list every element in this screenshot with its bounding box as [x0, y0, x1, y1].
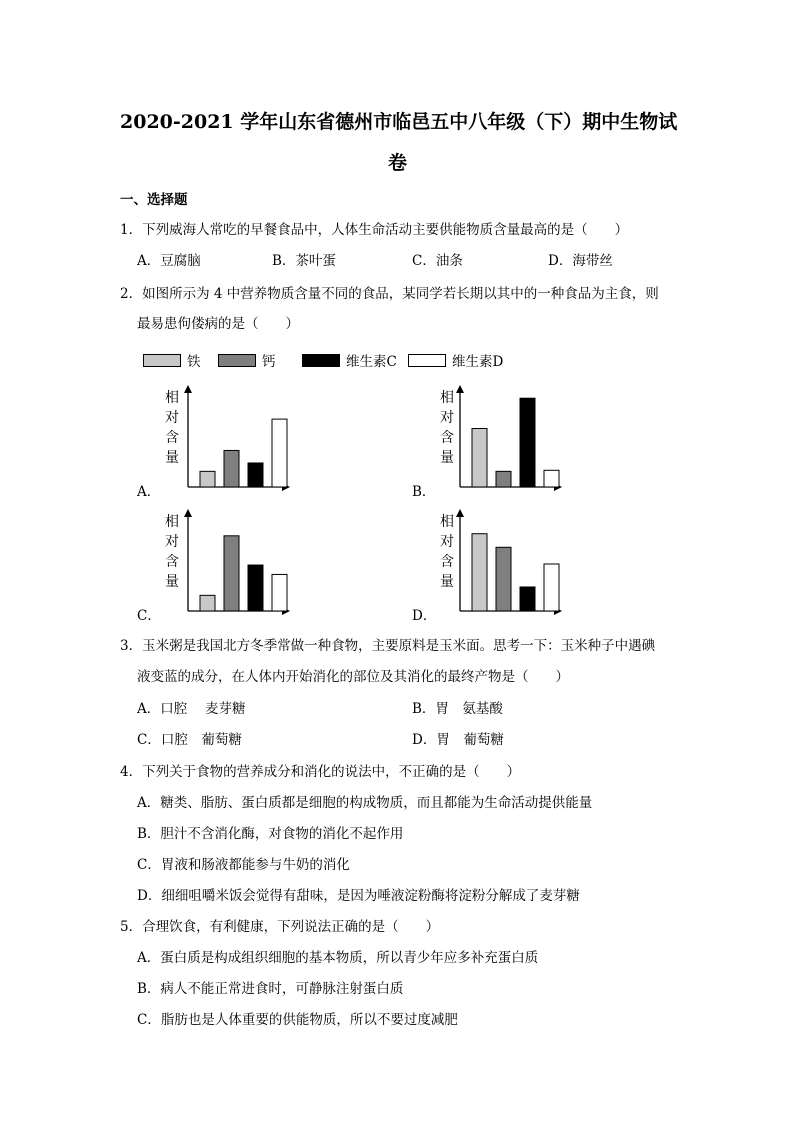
question-1-option-c: C．油条: [412, 253, 463, 269]
bar-vitamin-d: [544, 470, 559, 487]
y-axis-label-char: 对: [165, 410, 179, 426]
bar-calcium: [224, 536, 239, 611]
bar-vitamin-c: [248, 565, 263, 611]
question-4-option-b: B．胆汁不含消化酶，对食物的消化不起作用: [137, 826, 404, 842]
section-heading: 一、选择题: [120, 192, 188, 208]
chart-d: [412, 509, 562, 624]
y-axis-arrow: [184, 509, 192, 517]
question-3-stem: 3．玉米粥是我国北方冬季常做一种食物，主要原料是玉米面。思考一下：玉米种子中遇碘: [120, 638, 656, 654]
question-3-option-c: C．口腔 葡萄糖: [137, 732, 242, 748]
y-axis-label-char: 量: [440, 450, 454, 466]
bar-iron: [472, 534, 487, 611]
y-axis-label-char: 含: [440, 430, 454, 446]
chart-b: [412, 385, 562, 500]
legend-label-calcium: 钙: [262, 354, 276, 370]
y-axis-label-char: 对: [440, 534, 454, 550]
legend-label-vitamin-c: 维生素C: [346, 354, 397, 370]
y-axis-arrow: [184, 385, 192, 393]
question-4-option-c: C．胃液和肠液都能参与牛奶的消化: [137, 857, 350, 873]
question-2-stem: 2．如图所示为 4 中营养物质含量不同的食品，某同学若长期以其中的一种食品为主食，则: [120, 286, 659, 302]
chart-option-label: B．: [412, 484, 436, 500]
question-5-option-c: C．脂肪也是人体重要的供能物质，所以不要过度减肥: [137, 1012, 458, 1028]
chart-option-label: D．: [412, 608, 437, 624]
y-axis-label-char: 相: [165, 514, 179, 530]
document-title-line1: 2020-2021 学年山东省德州市临邑五中八年级（下）期中生物试: [120, 111, 678, 133]
legend-label-vitamin-d: 维生素D: [452, 354, 504, 370]
question-5-option-a: A．蛋白质是构成组织细胞的基本物质，所以青少年应多补充蛋白质: [137, 950, 539, 966]
chart-option-label: A．: [137, 484, 161, 500]
question-3-option-a: A．口腔 麦芽糖: [137, 701, 246, 717]
y-axis-arrow: [456, 509, 464, 517]
bar-iron: [200, 595, 215, 611]
chart-a: [136, 385, 290, 500]
y-axis-label-char: 量: [165, 450, 179, 466]
question-2-stem-cont: 最易患佝偻病的是（ ）: [137, 316, 299, 332]
bar-vitamin-d: [544, 564, 559, 611]
y-axis-label-char: 相: [165, 390, 179, 406]
question-3-option-b: B．胃 氨基酸: [412, 701, 503, 717]
bar-vitamin-c: [520, 398, 535, 487]
y-axis-label-char: 相: [440, 390, 454, 406]
bar-calcium: [224, 450, 239, 487]
document-title-line2: 卷: [388, 152, 408, 174]
question-3-stem-cont: 液变蓝的成分，在人体内开始消化的部位及其消化的最终产物是（ ）: [137, 669, 569, 685]
bar-vitamin-d: [272, 574, 287, 611]
bar-vitamin-c: [520, 587, 535, 611]
question-3-option-d: D．胃 葡萄糖: [412, 732, 504, 748]
question-5-stem: 5．合理饮食，有利健康，下列说法正确的是（ ）: [120, 919, 440, 935]
bar-vitamin-c: [248, 463, 263, 487]
question-1-option-d: D．海带丝: [548, 253, 613, 269]
y-axis-label-char: 含: [440, 554, 454, 570]
y-axis-label-char: 量: [440, 574, 454, 590]
question-1-option-a: A．豆腐脑: [137, 253, 201, 269]
bar-vitamin-d: [272, 419, 287, 487]
chart-c: [137, 509, 290, 624]
y-axis-label-char: 量: [165, 574, 179, 590]
y-axis-arrow: [456, 385, 464, 393]
bar-calcium: [496, 547, 511, 611]
bar-calcium: [496, 471, 511, 487]
y-axis-label-char: 对: [440, 410, 454, 426]
bar-iron: [200, 471, 215, 487]
question-1-stem: 1．下列威海人常吃的早餐食品中，人体生命活动主要供能物质含量最高的是（ ）: [120, 222, 629, 238]
legend-label-iron: 铁: [187, 354, 201, 370]
y-axis-label-char: 含: [165, 430, 179, 446]
y-axis-label-char: 含: [165, 554, 179, 570]
bar-iron: [472, 429, 487, 487]
question-4-stem: 4．下列关于食物的营养成分和消化的说法中，不正确的是（ ）: [120, 764, 521, 780]
question-4-option-d: D．细细咀嚼米饭会觉得有甜味，是因为唾液淀粉酶将淀粉分解成了麦芽糖: [137, 888, 580, 904]
y-axis-label-char: 对: [165, 534, 179, 550]
y-axis-label-char: 相: [440, 514, 454, 530]
question-4-option-a: A．糖类、脂肪、蛋白质都是细胞的构成物质，而且都能为生命活动提供能量: [137, 795, 593, 811]
question-1-option-b: B．茶叶蛋: [272, 253, 336, 269]
chart-option-label: C．: [137, 608, 161, 624]
question-5-option-b: B．病人不能正常进食时，可静脉注射蛋白质: [137, 981, 404, 997]
